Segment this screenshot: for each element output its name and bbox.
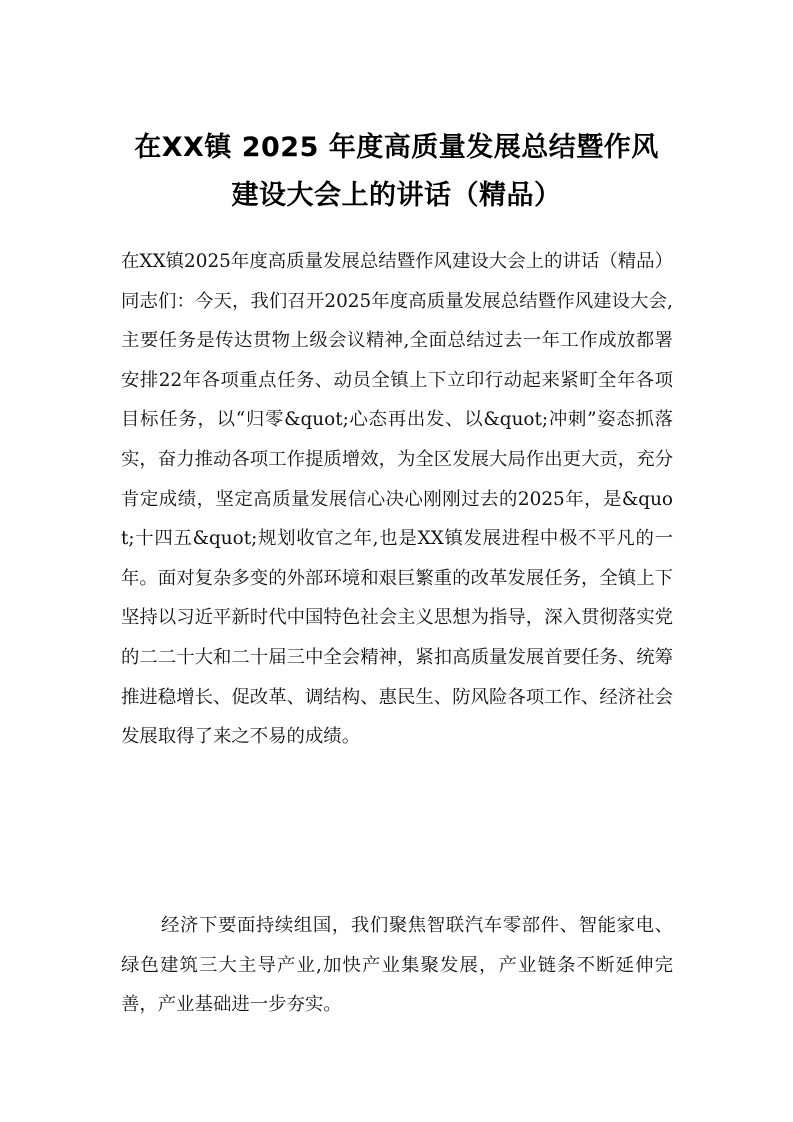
body-paragraph-1: 在XX镇2025年度高质量发展总结暨作风建设大会上的讲话（精品）同志们：今天，我们召开2025年度高质量发展总结暨作风建设大会,主要任务是传达贯物上级会议精神,全面总结过去一年工作成放都署安排22年各项重点任务、动员全镇上下立印行动起来紧町全年各项目标任务，以“归零&quot;心态再出发、以&quot;冲刺”姿态抓落实，奋力推动各项工作提质增效，为全区发展大局作出更大贡，充分肯定成绩，坚定高质量发展信心决心刚刚过去的2025年，是&quot;十四五&quot;规划收官之年,也是XX镇发展进程中极不平凡的一年。面对复杂多变的外部环境和艰巨繁重的改革发展任务，全镇上下坚持以习近平新时代中国特色社会主义思想为指导，深入贯彻落实党的二二十大和二十届三中全会精神，紧扣高质量发展首要任务、统筹推进稳增长、促改革、调结构、惠民生、防风险各项工作、经济社会发展取得了来之不易的成绩。: [121, 251, 673, 748]
body-paragraph-2: 经济下要面持续组国，我们聚焦智联汽车零部件、智能家电、绿色建筑三大主导产业,加快产业集聚发展，产业链条不断延伸完善，产业基础进一步夯实。: [121, 915, 673, 1016]
title-line-2: 建设大会上的讲话（精品）: [231, 180, 562, 211]
title-line-1: 在XX镇 2025 年度高质量发展总结暨作风: [134, 132, 659, 163]
document-title: [100, 124, 693, 220]
